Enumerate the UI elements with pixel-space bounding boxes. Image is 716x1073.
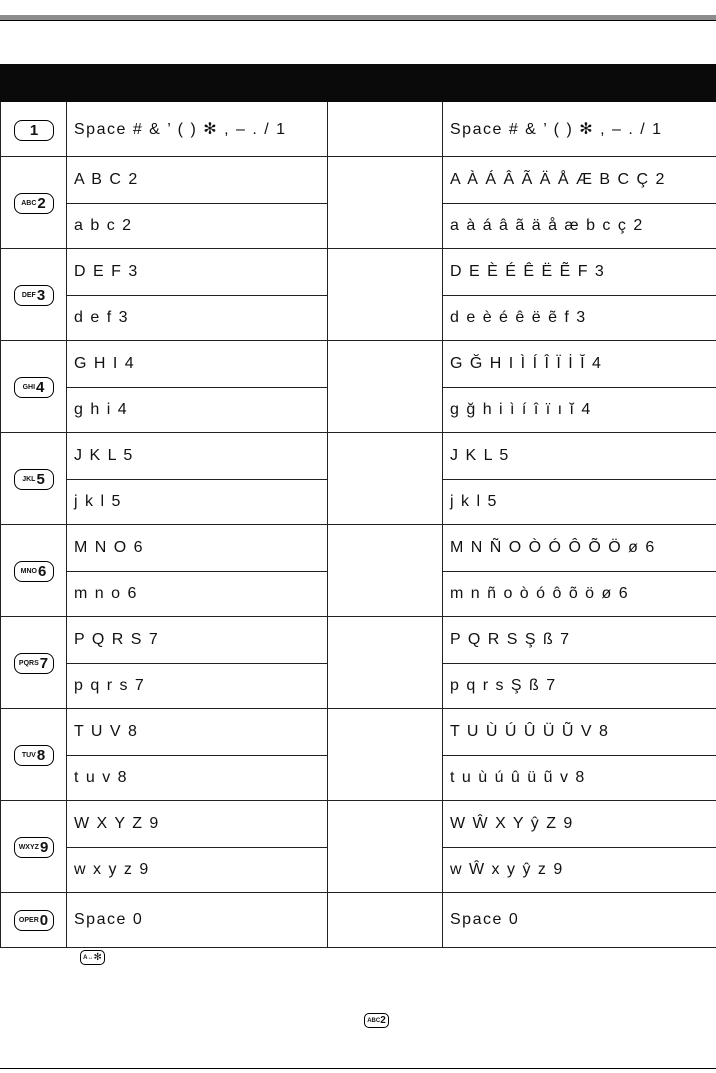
key-digit: 0 [39,912,49,929]
key-letters: JKL [22,475,36,483]
mode-cell [328,709,443,801]
header-mode [328,65,443,102]
extended-characters: Space # & ’ ( ) ✻ , – . / 1 [443,102,716,157]
table-body [1,102,716,948]
key-digit: 7 [39,654,49,672]
table-row [1,709,716,756]
standard-characters: Space 0 [67,893,328,948]
key-letters: MNO [20,567,37,575]
key-digit: 6 [38,562,47,580]
dial-key-icon [14,469,54,490]
extended-characters: a à á â ã ä å æ b c ç 2 [443,204,716,249]
dial-key-icon [14,653,54,674]
dial-key-icon [14,120,54,141]
dial-key-icon [14,745,54,766]
mode-cell [328,102,443,157]
table-row [1,249,716,296]
table-row [1,102,716,157]
extended-characters: m n ñ o ò ó ô õ ö ø 6 [443,572,716,617]
key-cell [1,525,67,617]
key-cell [1,102,67,157]
key-letters: ABC [21,199,37,207]
dial-key-icon [14,837,54,858]
extended-characters: T U Ù Ú Û Ü Ũ V 8 [443,709,716,756]
standard-characters: A B C 2 [67,157,328,204]
extended-characters: w Ŵ x y ŷ z 9 [443,848,716,893]
standard-characters: j k l 5 [67,480,328,525]
mode-cell [328,801,443,893]
standard-characters: p q r s 7 [67,664,328,709]
dial-key-icon [14,193,54,214]
standard-characters: J K L 5 [67,433,328,480]
key-digit: 4 [36,378,45,396]
mode-cell [328,433,443,525]
dial-key-icon [14,561,54,582]
character-table [0,64,716,948]
abc2-key-icon [364,1013,389,1028]
standard-characters: a b c 2 [67,204,328,249]
standard-characters: m n o 6 [67,572,328,617]
mode-key-small: A↔ [83,954,94,961]
mode-cell [328,157,443,249]
key-cell [1,617,67,709]
key-cell [1,433,67,525]
header-extended [443,65,716,102]
key-letters: TUV [21,751,36,759]
dial-key-icon [14,377,54,398]
key-digit: 2 [37,194,46,212]
key-cell [1,801,67,893]
key-letters: WXYZ [18,843,39,851]
table-row [1,801,716,848]
mode-cell [328,249,443,341]
extended-characters: M N Ñ O Ò Ó Ô Õ Ö ø 6 [443,525,716,572]
extended-characters: d e è é ê ë ẽ f 3 [443,296,716,341]
header-standard [67,65,328,102]
abc2-key-small: ABC [367,1017,381,1024]
key-digit: 9 [39,838,49,856]
key-digit: 3 [36,286,46,304]
table-header-row [1,65,716,102]
standard-characters: M N O 6 [67,525,328,572]
extended-characters: P Q R S Ş ß 7 [443,617,716,664]
key-cell [1,709,67,801]
abc2-key-big: 2 [380,1014,386,1026]
table-row [1,341,716,388]
extended-characters: A À Á Â Ã Ä Å Æ B C Ç 2 [443,157,716,204]
extended-characters: W Ŵ X Y ŷ Z 9 [443,801,716,848]
key-digit: 5 [36,470,45,488]
key-cell [1,893,67,948]
footer-rule [0,1068,716,1069]
extended-characters: D E È É Ê Ë Ẽ F 3 [443,249,716,296]
standard-characters: T U V 8 [67,709,328,756]
standard-characters: w x y z 9 [67,848,328,893]
extended-characters: G Ğ H I Ì Í Î Ï İ Ĭ 4 [443,341,716,388]
extended-characters: t u ù ú û ü ũ v 8 [443,756,716,801]
header-key [1,65,67,102]
table-row [1,433,716,480]
standard-characters: Space # & ’ ( ) ✻ , – . / 1 [67,102,328,157]
mode-cell [328,893,443,948]
key-cell [1,341,67,433]
standard-characters: P Q R S 7 [67,617,328,664]
dial-key-icon [14,285,54,306]
key-letters: GHI [22,383,36,391]
key-letters: PQRS [18,659,39,667]
key-letters: OPER [18,917,39,924]
key-digit: 8 [36,746,46,764]
key-cell [1,157,67,249]
standard-characters: G H I 4 [67,341,328,388]
standard-characters: g h i 4 [67,388,328,433]
table-row [1,893,716,948]
extended-characters: Space 0 [443,893,716,948]
table-row [1,525,716,572]
mode-key-icon [80,950,105,965]
standard-characters: t u v 8 [67,756,328,801]
table-row [1,617,716,664]
extended-characters: g ğ h i ì í î ï ı ĭ 4 [443,388,716,433]
standard-characters: W X Y Z 9 [67,801,328,848]
extended-characters: p q r s Ş ß 7 [443,664,716,709]
table-row [1,157,716,204]
standard-characters: d e f 3 [67,296,328,341]
dial-key-icon [14,910,54,931]
key-letters: DEF [21,291,36,299]
key-digit: 1 [29,121,39,139]
key-cell [1,249,67,341]
extended-characters: J K L 5 [443,433,716,480]
mode-cell [328,617,443,709]
extended-characters: j k l 5 [443,480,716,525]
mode-key-big: ✻ [93,951,102,963]
mode-cell [328,341,443,433]
mode-cell [328,525,443,617]
standard-characters: D E F 3 [67,249,328,296]
header-rule-line [0,20,716,21]
